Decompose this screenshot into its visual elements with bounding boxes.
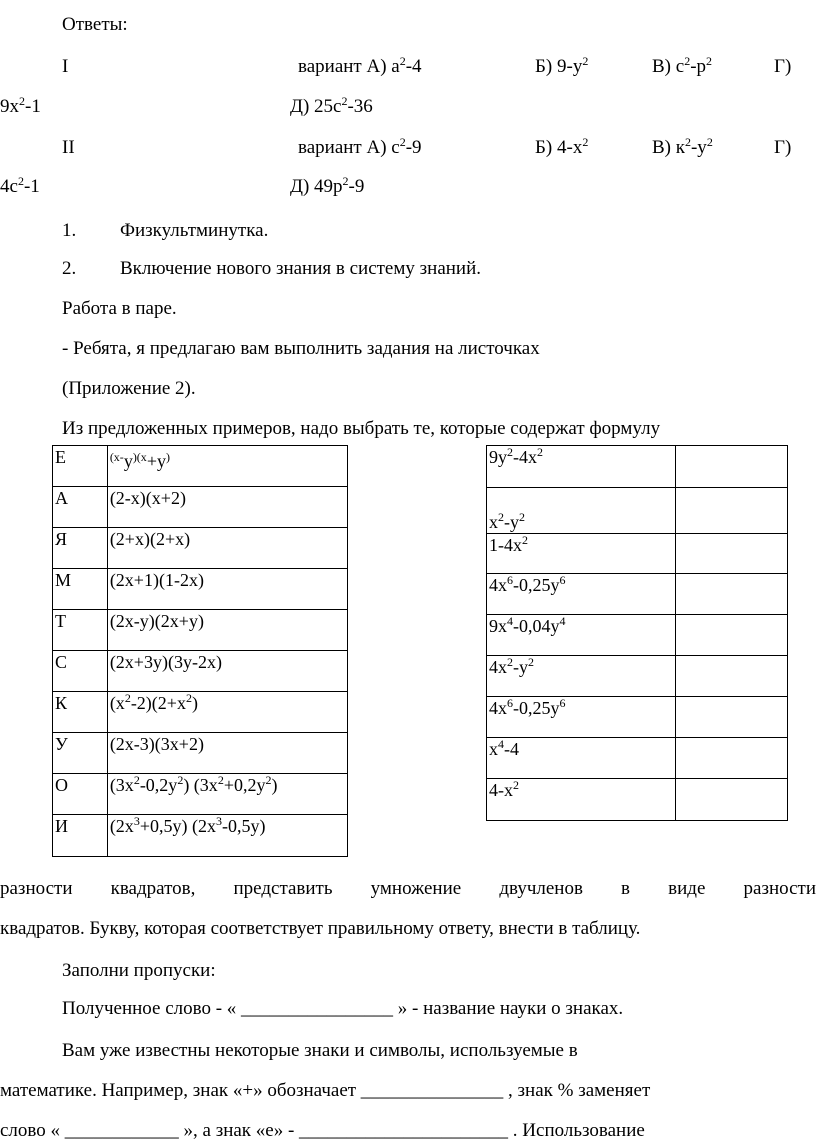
- variant1-g-value: $9х^2-1$: [0, 94, 41, 117]
- pair-work-text: Работа в паре.: [62, 298, 177, 319]
- table-row: [53, 733, 348, 774]
- list-item-num: 1.: [62, 220, 77, 241]
- letter-cell: М: [53, 569, 108, 610]
- expr-cell: $х^4-4$: [487, 738, 676, 779]
- expr-cell: $4-х^2$: [487, 779, 676, 821]
- table-row: [53, 651, 348, 692]
- variant2-d: Д) $49р^2-9$: [290, 174, 365, 197]
- table-row: [487, 615, 788, 656]
- variant1-a: вариант А) $а^2-4$: [298, 54, 422, 77]
- table-row: [487, 697, 788, 738]
- letter-cell: Е: [53, 446, 108, 487]
- answer-cell[interactable]: [675, 697, 788, 738]
- fill-line-2: Вам уже известны некоторые знаки и символы, используемые в: [62, 1040, 578, 1061]
- expr-cell: $(х^2-2)(2+х^2)$: [107, 692, 347, 733]
- variant2-g: Г): [774, 137, 792, 158]
- expr-cell: (2+х)(2+х): [107, 528, 347, 569]
- variant2-a: вариант А) $с^2-9$: [298, 135, 422, 158]
- fill-title: Заполни пропуски:: [62, 960, 216, 981]
- expr-cell: $^{(х-}у^{)(х}+у^)$: [107, 446, 347, 487]
- fill-line-1: Полученное слово - « ________________ » - название науки о знаках.: [62, 998, 624, 1019]
- fill-line-4: слово « ____________ », а знак «е» - ______________________ . Использование: [0, 1120, 645, 1141]
- task-text: Из предложенных примеров, надо выбрать те, которые содержат формулу: [62, 418, 661, 439]
- expr-cell: (2х-3)(3х+2): [107, 733, 347, 774]
- answers-heading: Ответы:: [62, 14, 128, 35]
- task-continuation-2: квадратов. Букву, которая соответствует правильному ответу, внести в таблицу.: [0, 918, 641, 939]
- expr-cell: $4х^2-у^2$: [487, 656, 676, 697]
- letter-cell: С: [53, 651, 108, 692]
- task-continuation: разности квадратов, представить умножение двучленов в виде разности: [0, 878, 816, 899]
- letter-cell: И: [53, 815, 108, 857]
- table-row: [53, 569, 348, 610]
- expr-cell: $х^2-у^2$: [487, 488, 676, 534]
- variant2-v: В) $к^2-у^2$: [652, 135, 713, 158]
- answer-cell[interactable]: [675, 656, 788, 697]
- variant1-num: I: [62, 56, 69, 77]
- letter-cell: У: [53, 733, 108, 774]
- letter-cell: А: [53, 487, 108, 528]
- expr-cell: (2-х)(х+2): [107, 487, 347, 528]
- fill-line-3: математике. Например, знак «+» обозначает _______________ , знак % заменяет: [0, 1080, 651, 1101]
- variant2-b: Б) $4-х^2$: [535, 135, 589, 158]
- instruction-text: - Ребята, я предлагаю вам выполнить задания на листочках: [62, 338, 540, 359]
- answer-cell[interactable]: [675, 615, 788, 656]
- list-item-text: Включение нового знания в систему знаний.: [120, 258, 481, 279]
- table-row: [487, 534, 788, 574]
- expr-cell: $(2х^3+0,5у)$ $(2х^3-0,5у)$: [107, 815, 347, 857]
- letters-table: [52, 445, 348, 857]
- expr-cell: $4х^6-0,25у^6$: [487, 697, 676, 738]
- table-row: [487, 738, 788, 779]
- table-row: [487, 488, 788, 534]
- variant1-d: Д) $25с^2-36$: [290, 94, 373, 117]
- variant1-v: В) $с^2-р^2$: [652, 54, 713, 77]
- table-row: [53, 446, 348, 487]
- letter-cell: Я: [53, 528, 108, 569]
- table-row: [53, 528, 348, 569]
- letter-cell: Т: [53, 610, 108, 651]
- appendix-text: (Приложение 2).: [62, 378, 196, 399]
- list-item-text: Физкультминутка.: [120, 220, 269, 241]
- variant1-g: Г): [774, 56, 792, 77]
- expr-cell: $1-4х^2$: [487, 534, 676, 574]
- answers-table: [486, 445, 788, 821]
- table-row: [487, 656, 788, 697]
- table-row: [53, 692, 348, 733]
- table-row: [487, 574, 788, 615]
- letter-cell: К: [53, 692, 108, 733]
- answer-cell[interactable]: [675, 534, 788, 574]
- expr-cell: $9х^4-0,04у^4$: [487, 615, 676, 656]
- variant2-num: II: [62, 137, 75, 158]
- variant1-b: Б) $9-у^2$: [535, 54, 589, 77]
- answer-cell[interactable]: [675, 779, 788, 821]
- letter-cell: О: [53, 774, 108, 815]
- answer-cell[interactable]: [675, 446, 788, 488]
- expr-cell: $9у^2-4х^2$: [487, 446, 676, 488]
- answer-cell[interactable]: [675, 574, 788, 615]
- table-row: [53, 487, 348, 528]
- table-row: [487, 779, 788, 821]
- expr-cell: $(3х^2-0,2у^2)$ $(3х^2+0,2у^2)$: [107, 774, 347, 815]
- answer-cell[interactable]: [675, 488, 788, 534]
- answer-cell[interactable]: [675, 738, 788, 779]
- expr-cell: $4х^6-0,25у^6$: [487, 574, 676, 615]
- expr-cell: (2х+1)(1-2х): [107, 569, 347, 610]
- expr-cell: (2х-у)(2х+у): [107, 610, 347, 651]
- table-row: [53, 610, 348, 651]
- table-row: [487, 446, 788, 488]
- table-row: [53, 774, 348, 815]
- variant2-g-value: $4с^2-1$: [0, 174, 40, 197]
- expr-cell: (2х+3у)(3у-2х): [107, 651, 347, 692]
- table-row: [53, 815, 348, 857]
- list-item-num: 2.: [62, 258, 77, 279]
